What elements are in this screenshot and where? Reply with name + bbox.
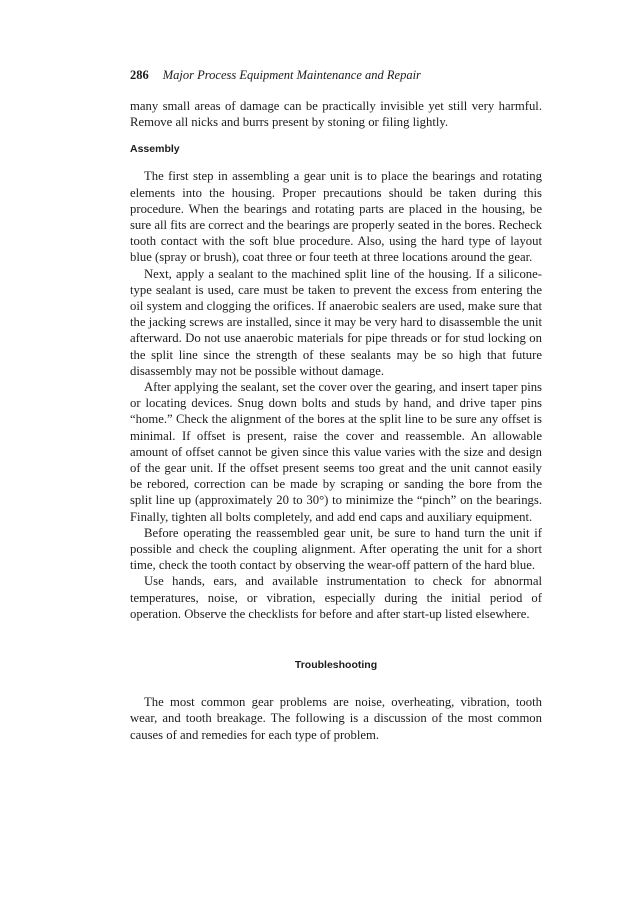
assembly-paragraph-5: Use hands, ears, and available instrumentation to check for abnormal temperatures, noise, or vibration, especially during the initial period of operation. Observe the checklists for before and after start-up listed elsewhere. <box>130 574 542 621</box>
running-head <box>130 68 542 83</box>
assembly-section <box>130 168 542 622</box>
assembly-paragraph-3: After applying the sealant, set the cover over the gearing, and insert taper pins or locating devices. Snug down bolts and studs by hand, and drive taper pins “home.” Check the alignment of the bores at the split line to be sure any offset is minimal. If offset is present, raise the cover and reassemble. An allowable amount of offset cannot be given since this value varies with the size and design of the gear unit. If the offset present seems too great and the unit cannot easily be rebored, correction can be made by scraping or sanding the bore from the split line up (approximately 20 to 30°) to minimize the “pinch” on the bearings. Finally, tighten all bolts completely, and add end caps and auxiliary equipment. <box>130 380 542 524</box>
troubleshooting-paragraph: The most common gear problems are noise, overheating, vibration, tooth wear, and tooth breakage. The following is a discussion of the most common causes of and remedies for each type of problem. <box>130 695 542 742</box>
assembly-heading: Assembly <box>130 143 180 156</box>
book-page <box>130 68 542 743</box>
book-title: Major Process Equipment Maintenance and Repair <box>162 68 421 82</box>
assembly-paragraph-4: Before operating the reassembled gear unit, be sure to hand turn the unit if possible and check the coupling alignment. After operating the unit for a short time, check the tooth contact by observing the wear-off pattern of the hard blue. <box>130 525 542 573</box>
intro-paragraph: many small areas of damage can be practically invisible yet still very harmful. Remove all nicks and burrs present by stoning or filing lightly. <box>130 99 542 130</box>
page-number: 286 <box>130 68 149 82</box>
assembly-paragraph-1: The first step in assembling a gear unit is to place the bearings and rotating elements into the housing. Proper precautions should be taken during this procedure. When the bearings and rotating parts are placed in the housing, be sure all fits are correct and the bearings are properly seated in the bores. Recheck tooth contact with the soft blue procedure. Also, using the hard type of layout blue (spray or brush), coat three or four teeth at three locations around the gear. <box>130 169 542 265</box>
troubleshooting-heading: Troubleshooting <box>294 659 378 672</box>
assembly-paragraph-2: Next, apply a sealant to the machined split line of the housing. If a silicone-type sealant is used, care must be taken to prevent the excess from entering the oil system and clogging the orifices. If anaerobic sealers are used, make sure that the jacking screws are installed, since it may be very hard to disassemble the unit afterward. Do not use anaerobic materials for pipe threads or for stud locking on the split line since the strength of these sealants may be so high that future disassembly may not be possible without damage. <box>130 266 542 378</box>
